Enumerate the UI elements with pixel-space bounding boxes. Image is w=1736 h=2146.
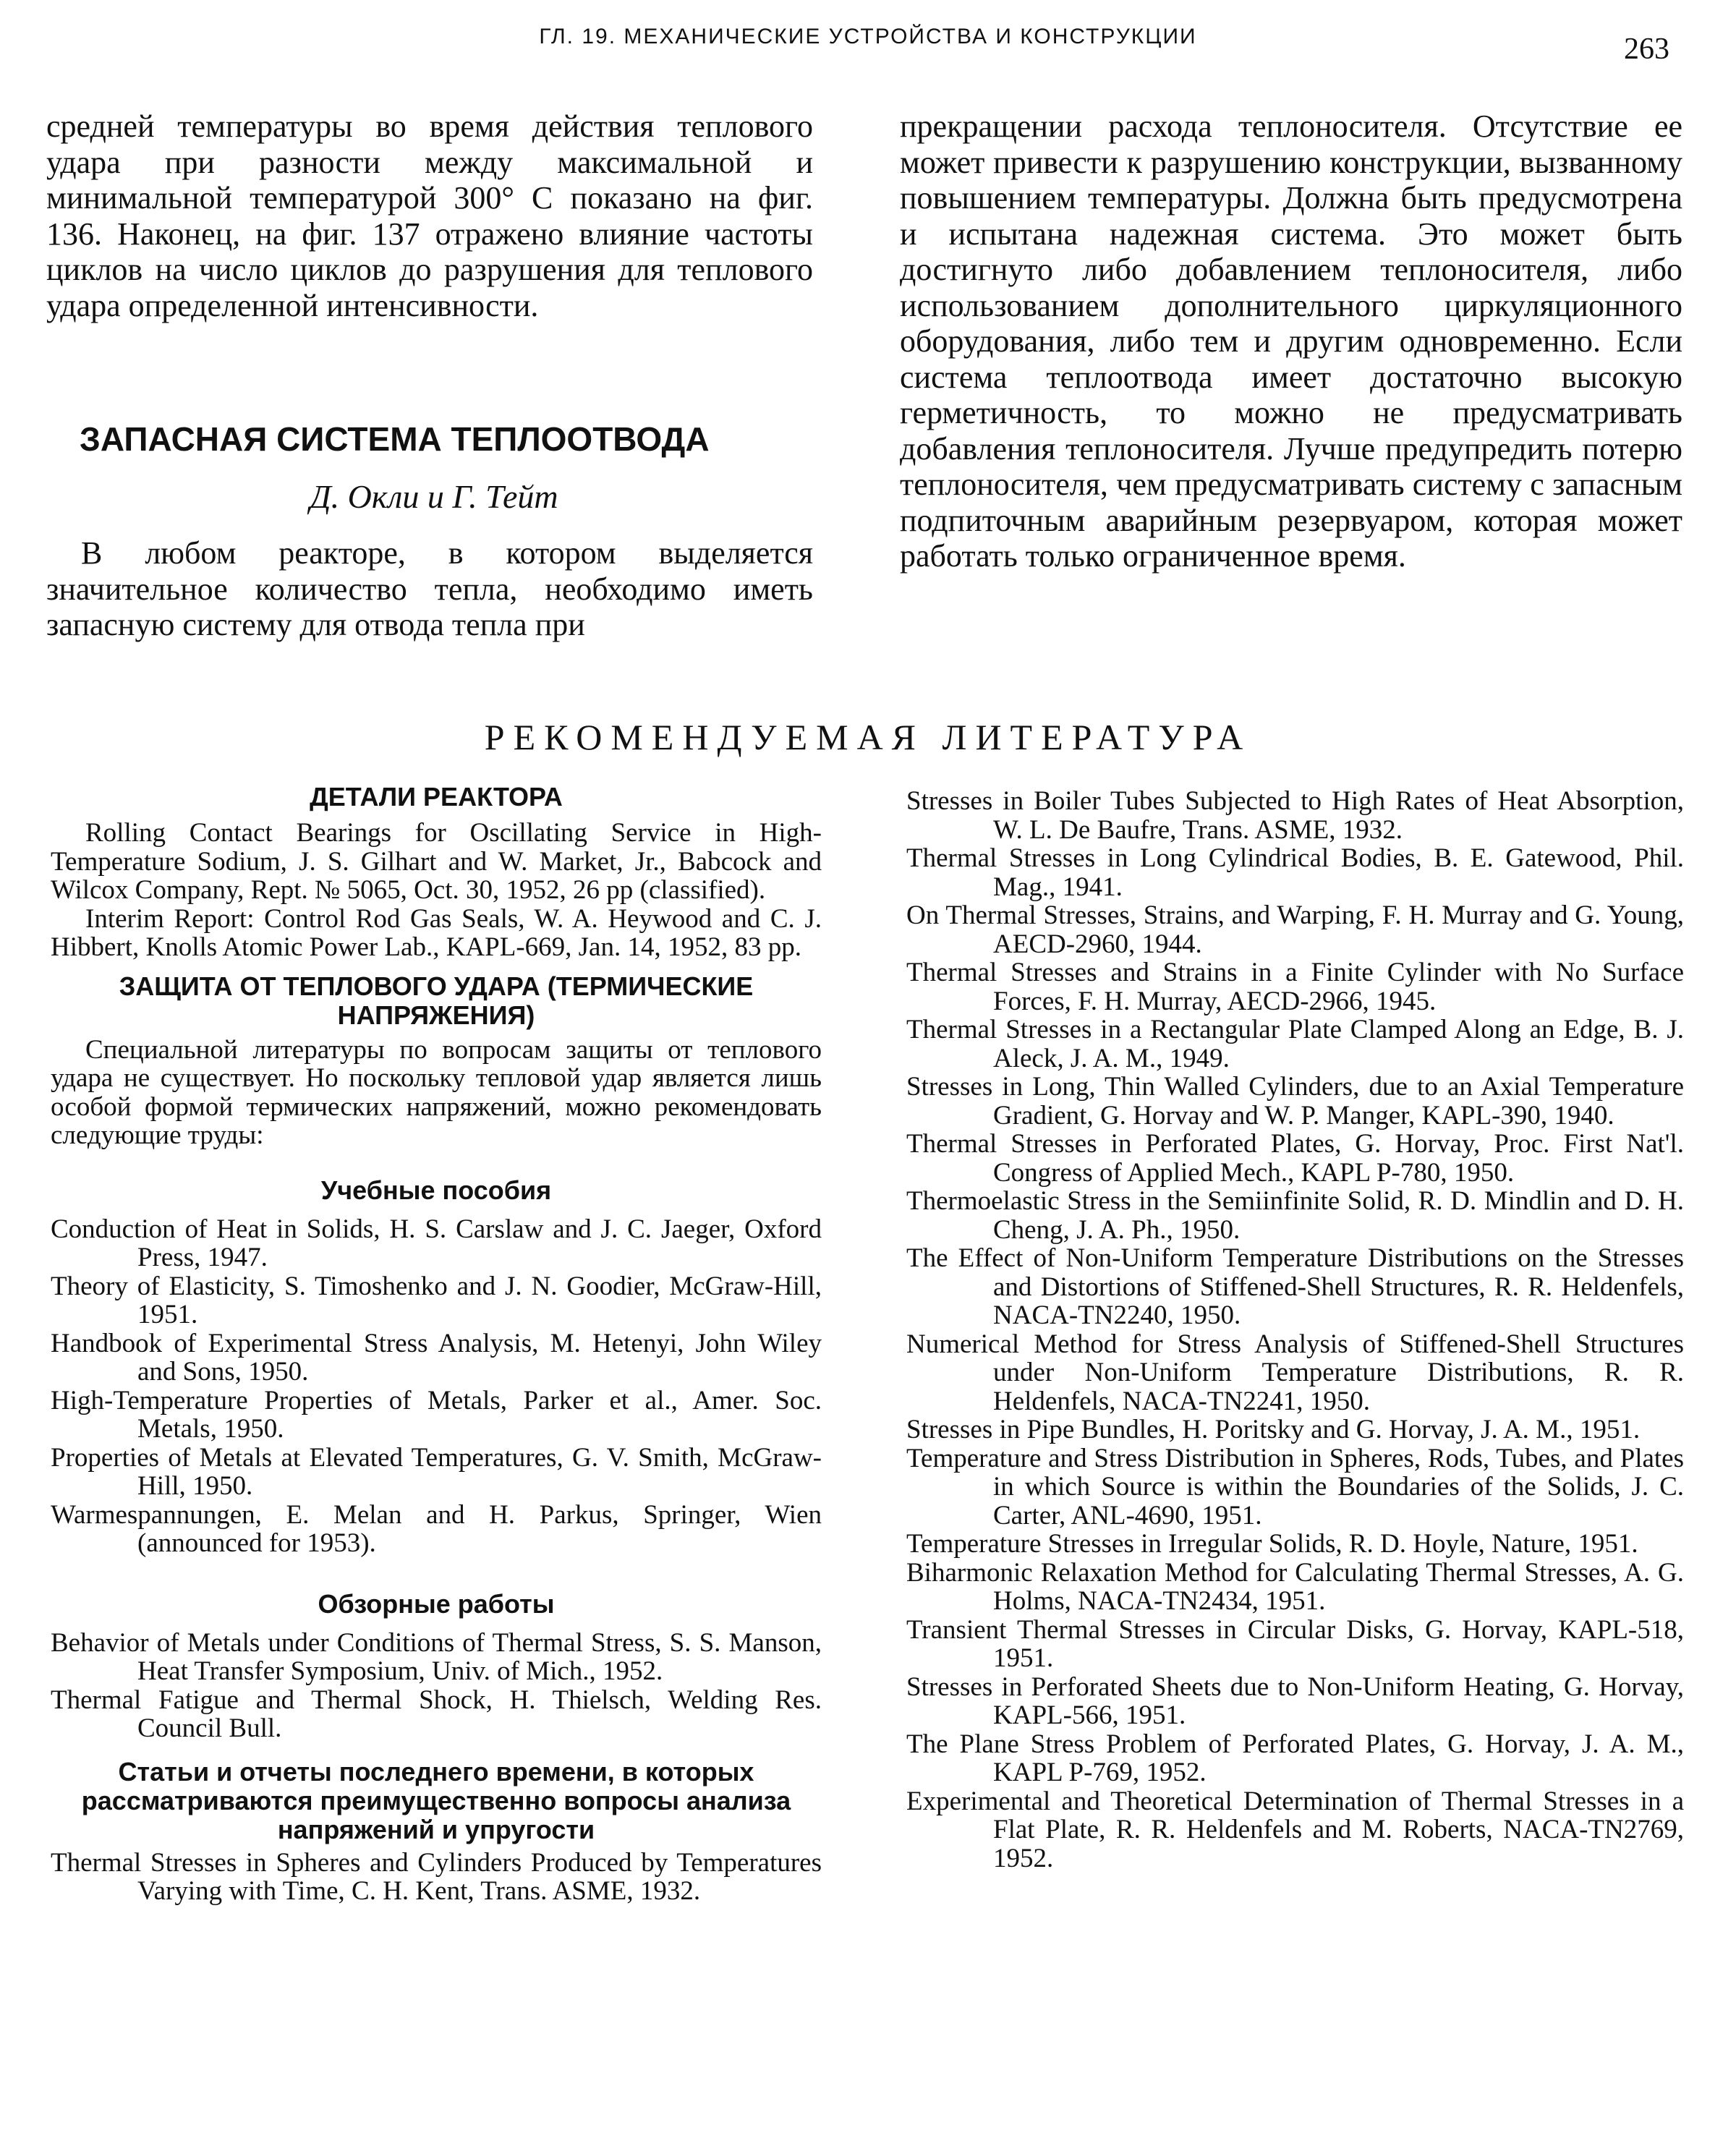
reference-entry: Thermal Fatigue and Thermal Shock, H. Thielsch, Welding Res. Council Bull. — [51, 1685, 822, 1743]
reference-entry: Conduction of Heat in Solids, H. S. Carslaw and J. C. Jaeger, Oxford Press, 1947. — [51, 1214, 822, 1272]
reference-entry: Behavior of Metals under Conditions of Thermal Stress, S. S. Manson, Heat Transfer Symposium, Univ. of Mich., 1952. — [51, 1627, 822, 1686]
reference-entry: Thermal Stresses and Strains in a Finite Cylinder with No Surface Forces, F. H. Murray, AECD-2966, 1945. — [906, 958, 1684, 1016]
reference-entry: Temperature Stresses in Irregular Solids, R. D. Hoyle, Nature, 1951. — [906, 1529, 1638, 1559]
reference-entry: Thermoelastic Stress in the Semiinfinite Solid, R. D. Mindlin and D. H. Cheng, J. A. Ph., 1950. — [906, 1186, 1684, 1245]
right-column-text: прекращении расхода теплоносителя. Отсутствие ее может привести к разрушению конструкции, вызванному повышением температуры. Должна быть предусмотрена и испытана надежная система. Это может быть достигнуто либо добавлением теплоносителя, либо использованием дополнительного циркуляционного оборудования, либо тем и другим одновременно. Если система теплоотвода имеет достаточно высокую герметичность, то можно не предусматривать добавления теплоносителя. Лучше предупредить потерю теплоносителя, чем предусматривать систему с запасным подпиточным аварийным резервуаром, которая может работать только ограниченное время. — [900, 108, 1682, 574]
reference-entry: Warmespannungen, E. Melan and H. Parkus, Springer, Wien (announced for 1953). — [51, 1499, 822, 1558]
reference-entry: Temperature and Stress Distribution in Spheres, Rods, Tubes, and Plates in which Source is within the Boundaries of the Solids, J. C. Carter, ANL-4690, 1951. — [906, 1443, 1684, 1530]
references-left-column — [51, 783, 822, 1906]
reference-entry: Thermal Stresses in Spheres and Cylinders Produced by Temperatures Varying with Time, C. H. Kent, Trans. ASME, 1932. — [51, 1847, 822, 1906]
reference-entry: Theory of Elasticity, S. Timoshenko and J. N. Goodier, McGraw-Hill, 1951. — [51, 1271, 822, 1329]
reference-entry: Handbook of Experimental Stress Analysis, M. Hetenyi, John Wiley and Sons, 1950. — [51, 1328, 822, 1387]
reference-entry: The Effect of Non-Uniform Temperature Distributions on the Stresses and Distortions of Stiffened-Shell Structures, R. R. Heldenfels, NACA-TN2240, 1950. — [906, 1243, 1684, 1330]
subheading-recent-papers: Статьи и отчеты последнего времени, в которых рассматриваются преимущественно вопросы анализа напряжений и упругости — [81, 1756, 791, 1844]
reference-entry: Stresses in Pipe Bundles, H. Poritsky and G. Horvay, J. A. M., 1951. — [906, 1415, 1641, 1444]
references-right-column — [906, 787, 1684, 1873]
reference-entry: Thermal Stresses in Long Cylindrical Bodies, B. E. Gatewood, Phil. Mag., 1941. — [906, 843, 1684, 902]
reference-entry: Properties of Metals at Elevated Temperatures, G. V. Smith, McGraw-Hill, 1950. — [51, 1442, 822, 1501]
reference-entry: Numerical Method for Stress Analysis of Stiffened-Shell Structures under Non-Uniform Temperature Distributions, R. R. Heldenfels, NACA-TN2241, 1950. — [906, 1329, 1684, 1416]
reference-entry: Thermal Stresses in Perforated Plates, G. Horvay, Proc. First Nat'l. Congress of Applied Mech., KAPL P-780, 1950. — [906, 1129, 1684, 1188]
section-title: ЗАПАСНАЯ СИСТЕМА ТЕПЛООТВОДА — [80, 420, 710, 458]
page-number: 263 — [1624, 33, 1669, 66]
reference-entry: Biharmonic Relaxation Method for Calculating Thermal Stresses, A. G. Holms, NACA-TN2434, 1951. — [906, 1557, 1684, 1616]
subheading-textbooks: Учебные пособия — [320, 1175, 552, 1205]
subheading-reviews: Обзорные работы — [318, 1588, 555, 1619]
reference-entry: Experimental and Theoretical Determination of Thermal Stresses in a Flat Plate, R. R. Heldenfels and M. Roberts, NACA-TN2769, 1952. — [906, 1786, 1684, 1873]
reference-entry: Interim Report: Control Rod Gas Seals, W. A. Heywood and C. J. Hibbert, Knolls Atomic Power Lab., KAPL-669, Jan. 14, 1952, 83 pp. — [51, 903, 822, 962]
paragraph: В любом реакторе, в котором выделяется значительное количество тепла, необходимо иметь запасную систему для отвода тепла при — [46, 535, 813, 642]
reference-entry: Thermal Stresses in a Rectangular Plate Clamped Along an Edge, B. J. Aleck, J. A. M., 1949. — [906, 1015, 1684, 1073]
left-column-text: средней температуры во время действия теплового удара при разности между максимальной и минимальной температурой 300° С показано на фиг. 136. Наконец, на фиг. 137 отражено влияние частоты циклов на число циклов до разрушения для теплового удара определенной интенсивности. — [46, 108, 813, 323]
reference-entry: On Thermal Stresses, Strains, and Warping, F. H. Murray and G. Young, AECD-2960, 1944. — [906, 900, 1684, 959]
subheading-thermal-shock: ЗАЩИТА ОТ ТЕПЛОВОГО УДАРА (ТЕРМИЧЕСКИЕ НАПРЯЖЕНИЯ) — [119, 971, 754, 1030]
reference-entry: Stresses in Long, Thin Walled Cylinders, due to an Axial Temperature Gradient, G. Horvay and W. P. Manger, KAPL-390, 1940. — [906, 1072, 1684, 1131]
references-title: РЕКОМЕНДУЕМАЯ ЛИТЕРАТУРА — [484, 717, 1252, 757]
section-authors: Д. Окли и Г. Тейт — [310, 478, 558, 515]
section-paragraph — [46, 535, 813, 643]
reference-entry: Stresses in Boiler Tubes Subjected to High Rates of Heat Absorption, W. L. De Baufre, Trans. ASME, 1932. — [906, 786, 1684, 845]
subheading-reactor-parts: ДЕТАЛИ РЕАКТОРА — [310, 782, 563, 812]
running-head: ГЛ. 19. МЕХАНИЧЕСКИЕ УСТРОЙСТВА И КОНСТРУКЦИИ — [539, 25, 1197, 48]
reference-entry: High-Temperature Properties of Metals, Parker et al., Amer. Soc. Metals, 1950. — [51, 1385, 822, 1444]
reference-entry: Transient Thermal Stresses in Circular Disks, G. Horvay, KAPL-518, 1951. — [906, 1614, 1684, 1673]
intro-paragraph: Специальной литературы по вопросам защиты от теплового удара не существует. Но поскольку тепловой удар является лишь особой формой термических напряжений, можно рекомендовать следующие труды: — [51, 1034, 822, 1150]
reference-entry: Rolling Contact Bearings for Oscillating Service in High-Temperature Sodium, J. S. Gilhart and W. Market, Jr., Babcock and Wilcox Company, Rept. № 5065, Oct. 30, 1952, 26 pp (classified). — [51, 818, 822, 905]
reference-entry: The Plane Stress Problem of Perforated Plates, G. Horvay, J. A. M., KAPL P-769, 1952. — [906, 1729, 1684, 1787]
reference-entry: Stresses in Perforated Sheets due to Non-Uniform Heating, G. Horvay, KAPL-566, 1951. — [906, 1672, 1684, 1730]
